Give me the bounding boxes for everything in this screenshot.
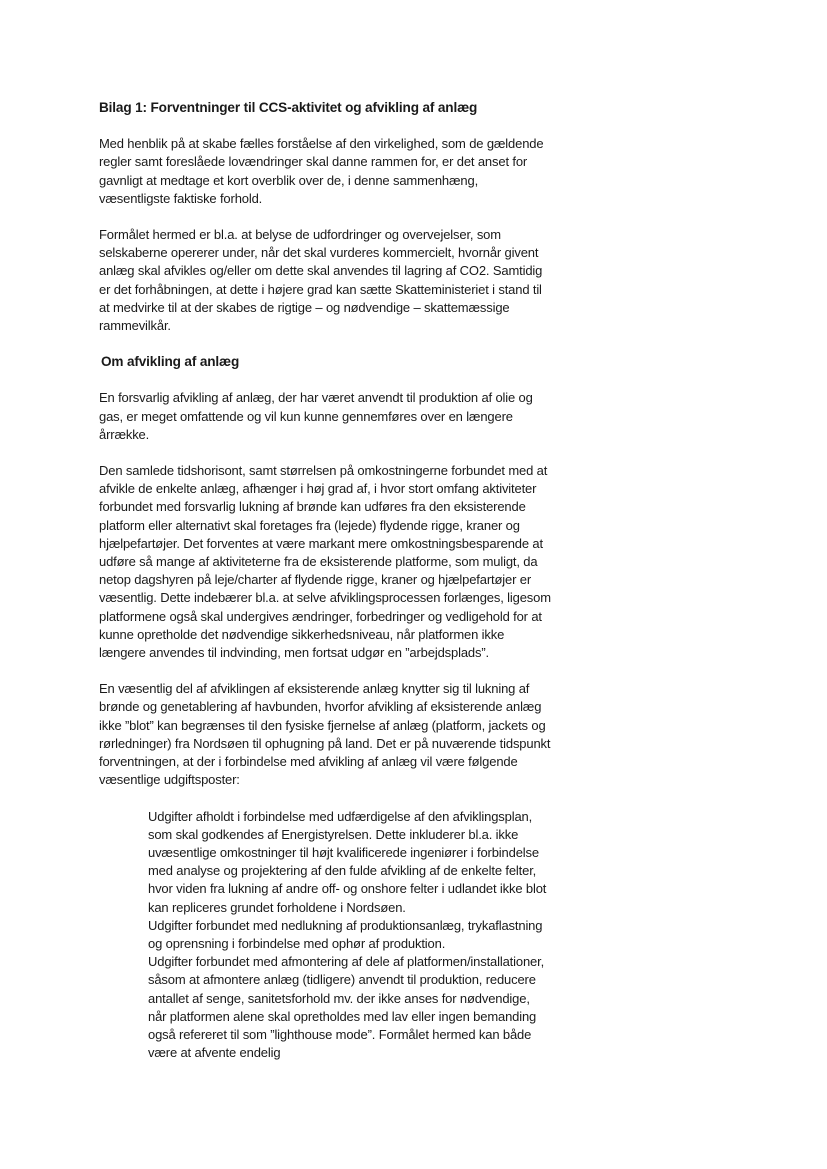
spacer — [99, 790, 551, 808]
spacer — [99, 208, 551, 226]
body-paragraph-3: En væsentlig del af afviklingen af eksisterende anlæg knytter sig til lukning af brønde og genetablering af havbunden, hvorfor afvikling af eksisterende anlæg ikke ”blot” kan begrænses til den fysiske fjernelse af anlæg (platform, jackets og rørledninger) fra Nordsøen til ophugning på land. Det er på nuværende tidspunkt forventningen, at der i forbindelse med afvikling af anlæg vil være følgende væsentlige udgiftsposter: — [99, 681, 551, 788]
body-paragraph-1: En forsvarlig afvikling af anlæg, der har været anvendt til produktion af olie og gas, er meget omfattende og vil kun kunne gennemføres over en længere årrække. — [99, 390, 533, 442]
spacer — [99, 662, 551, 680]
document-body — [99, 99, 551, 1062]
document-heading: Bilag 1: Forventninger til CCS-aktivitet og afvikling af anlæg — [99, 100, 478, 115]
spacer — [99, 371, 551, 389]
list-item: Udgifter forbundet med nedlukning af produktionsanlæg, trykaflastning og oprensning i forbindelse med ophør af produktion. — [148, 917, 543, 951]
list-item: Udgifter afholdt i forbindelse med udfærdigelse af den afviklingsplan, som skal godkendes af Energistyrelsen. Dette inkluderer bl.a. ikke uvæsentlige omkostninger til højt kvalificerede ingeniører i forbindelse med analyse og projektering af den fulde afvikling af de enkelte felter, hvor viden fra lukning af andre off- og onshore felter i udlandet ikke blot kan repliceres grundet forholdene i Nordsøen. — [148, 808, 547, 915]
spacer — [99, 335, 551, 353]
body-paragraph-2: Den samlede tidshorisont, samt størrelsen på omkostningerne forbundet med at afvikle de enkelte anlæg, afhænger i høj grad af, i hvor stort omfang aktiviteter forbundet med forsvarlig lukning af brønde kan udføres fra den eksisterende platform eller alternativt skal foretages fra (lejede) flydende rigge, kraner og hjælpefartøjer. Det forventes at være markant mere omkostningsbesparende at udføre så mange af aktiviteterne fra de eksisterende platforme, som muligt, da netop dagshyren på leje/charter af flydende rigge, kraner og hjælpefartøjer er væsentlig. Dette indebærer bl.a. at selve afviklingsprocessen forlænges, ligesom platformene også skal undergives ændringer, forbedringer og vedligehold for at kunne opretholde det nødvendige sikkerhedsniveau, når platformen ikke længere anvendes til indvinding, men fortsat udgør en ”arbejdsplads”. — [99, 463, 551, 661]
intro-paragraph-1: Med henblik på at skabe fælles forståelse af den virkelighed, som de gældende regler samt foreslåede lovændringer skal danne rammen for, er det anset for gavnligt at medtage et kort overblik over de, i denne sammenhæng, væsentligste faktiske forhold. — [99, 136, 544, 206]
spacer — [99, 117, 551, 135]
list-item: Udgifter forbundet med afmontering af dele af platformen/installationer, såsom at afmontere anlæg (tidligere) anvendt til produktion, reducere antallet af senge, sanitetsforhold mv. der ikke anses for nødvendige, når platformen alene skal opretholdes med lav eller ingen bemanding også refereret til som ”lighthouse mode”. Formålet hermed kan både være at afvente endelig — [148, 954, 545, 1061]
expense-list — [99, 808, 551, 1063]
intro-paragraph-2: Formålet hermed er bl.a. at belyse de udfordringer og overvejelser, som selskaberne opererer under, når det skal vurderes kommercielt, hvornår givent anlæg skal afvikles og/eller om dette skal anvendes til lagring af CO2. Samtidig er det forhåbningen, at dette i højere grad kan sætte Skatteministeriet i stand til at medvirke til at der skabes de rigtige – og nødvendige – skattemæssige rammevilkår. — [99, 227, 543, 334]
spacer — [99, 444, 551, 462]
section-heading: Om afvikling af anlæg — [101, 354, 240, 370]
